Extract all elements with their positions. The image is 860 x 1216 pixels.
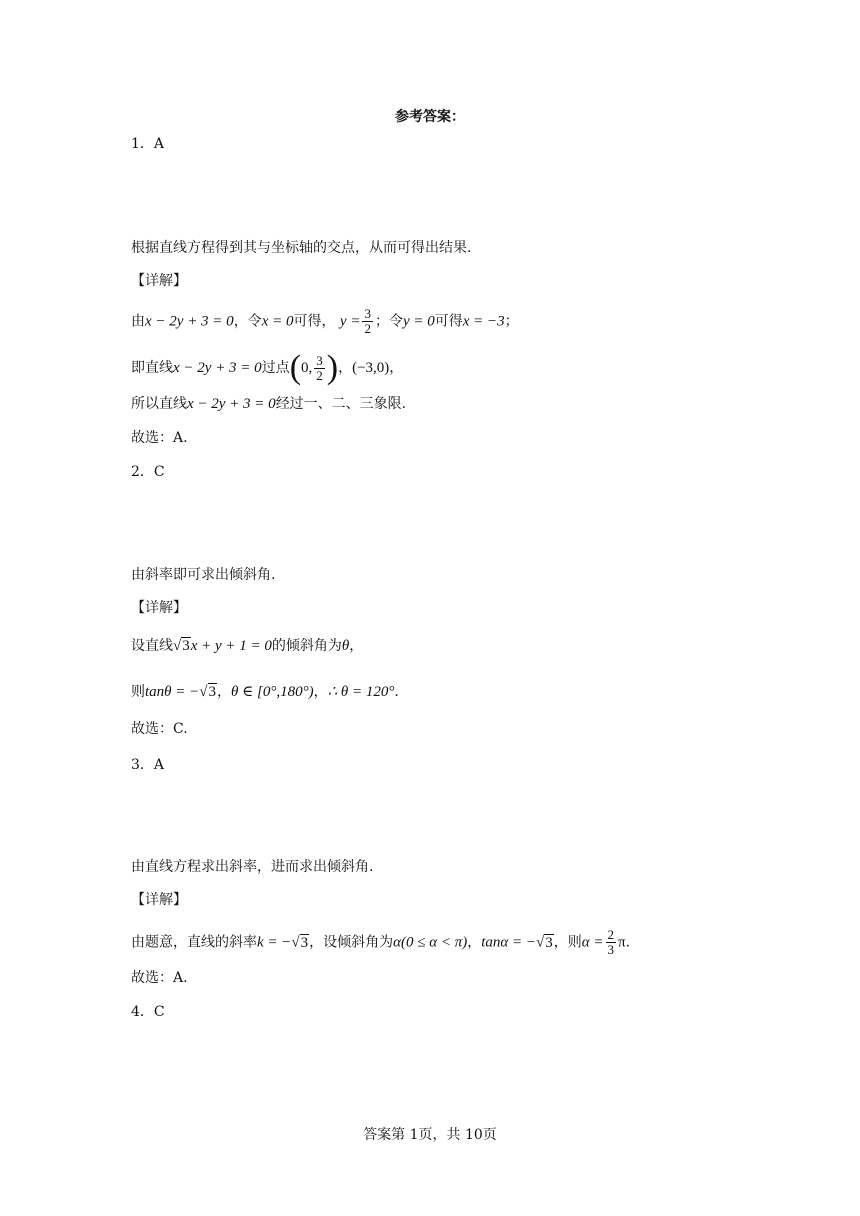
analysis-text: 根据直线方程得到其与坐标轴的交点，从而可得出结果. — [131, 240, 472, 256]
answer-number: 4．C — [131, 1004, 165, 1020]
solution-line: 设直线√3x + y + 1 = 0的倾斜角为θ， — [131, 638, 364, 654]
answer-choice: 故选：C. — [131, 721, 188, 737]
analysis-text: 由斜率即可求出倾斜角. — [131, 567, 276, 583]
solution-line: 所以直线x − 2y + 3 = 0经过一、二、三象限. — [131, 396, 407, 412]
analysis-text: 由直线方程求出斜率，进而求出倾斜角. — [131, 859, 374, 875]
detail-heading: 【详解】 — [131, 600, 187, 616]
detail-heading: 【详解】 — [131, 273, 187, 289]
answer-number: 2．C — [131, 464, 165, 480]
answer-number: 3．A — [131, 757, 165, 773]
solution-line: 由题意，直线的斜率k = −√3，设倾斜角为α(0 ≤ α < π)，tanα = −√3，则α = $\frac{2}{3}$ π. — [131, 927, 631, 957]
solution-line: 由x − 2y + 3 = 0，令x = 0可得， y = $\frac{3}{2}$ ；令y = 0可得x = −3； — [131, 306, 519, 336]
answer-number: 1．A — [131, 136, 165, 152]
answer-choice: 故选：A. — [131, 430, 188, 446]
page-footer: 答案第 1页，共 10页 — [363, 1127, 497, 1143]
answer-choice: 故选：A. — [131, 970, 188, 986]
detail-heading: 【详解】 — [131, 892, 187, 908]
solution-line: 即直线x − 2y + 3 = 0过点(0, $\frac{3}{2}$ )，(−3,0)， — [131, 349, 404, 386]
page-title: 参考答案： — [395, 109, 465, 125]
solution-line: 则tanθ = −√3，θ ∈ [0°,180°)，∴ θ = 120°. — [131, 684, 399, 700]
